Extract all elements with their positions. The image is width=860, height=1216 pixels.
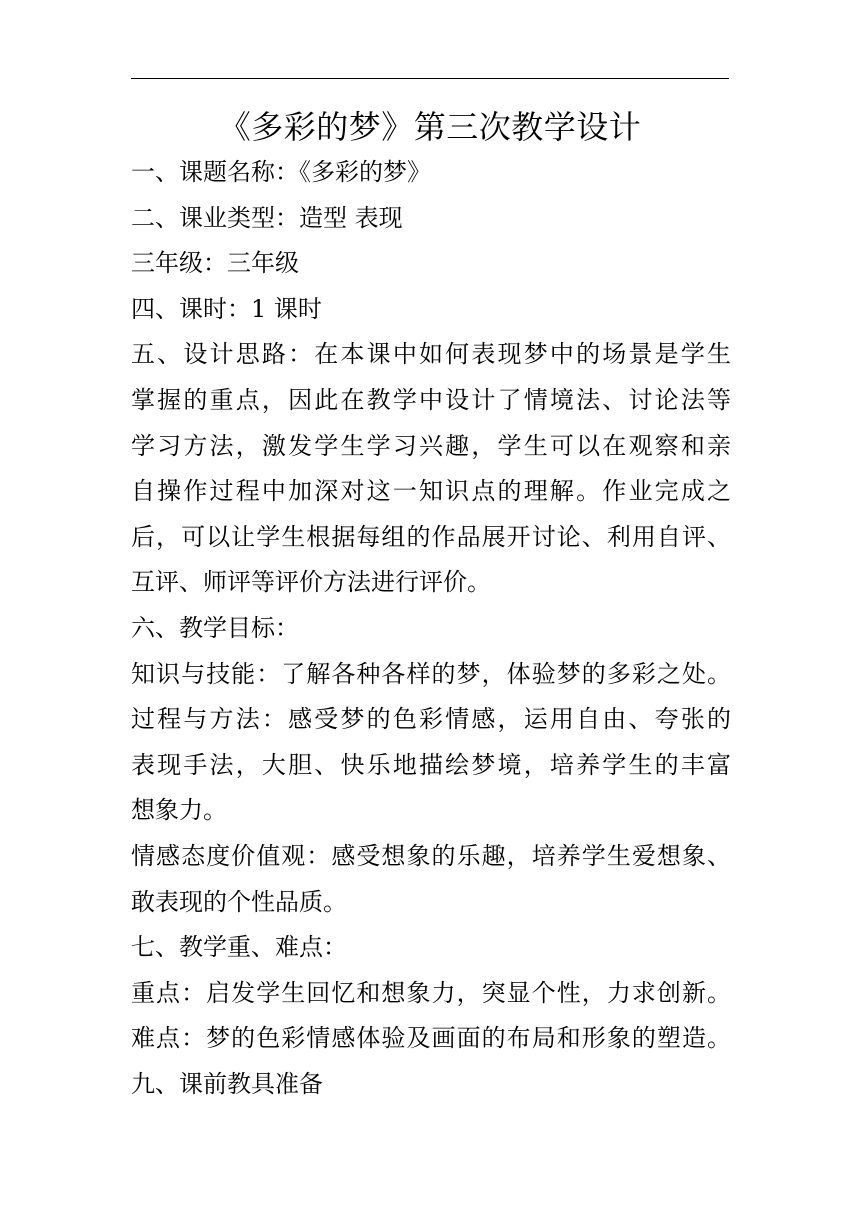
teaching-goals-heading: 六、教学目标： [131,613,299,642]
process-methods-line: 表现手法，大胆、快乐地描绘梦境，培养学生的丰富 [131,750,731,779]
grade-line: 三年级：三年级 [131,249,299,278]
emotion-values-line: 情感态度价值观：感受想象的乐趣，培养学生爱想象、 [131,841,731,870]
design-idea-line: 自操作过程中加深对这一知识点的理解。作业完成之 [131,477,731,506]
design-idea-line: 学习方法，激发学生学习兴趣，学生可以在观察和亲 [131,431,731,460]
document-body [131,150,731,1107]
design-idea-line: 后，可以让学生根据每组的作品展开讨论、利用自评、 [131,522,731,551]
teaching-aids-heading: 九、课前教具准备 [131,1069,323,1098]
design-idea-line: 互评、师评等评价方法进行评价。 [131,568,491,597]
process-methods-line: 想象力。 [131,796,227,825]
lesson-name-line: 一、课题名称：《多彩的梦》 [131,158,431,186]
course-type-line: 二、课业类型：造型 表现 [131,203,403,232]
header-rule [131,78,729,79]
difficulty-line: 难点：梦的色彩情感体验及画面的布局和形象的塑造。 [131,1024,731,1053]
key-difficulties-heading: 七、教学重、难点： [131,933,347,962]
process-methods-line: 过程与方法：感受梦的色彩情感，运用自由、夸张的 [131,705,731,734]
design-idea-line: 五、设计思路：在本课中如何表现梦中的场景是学生 [131,340,731,369]
class-hours-line: 四、课时：1 课时 [131,294,322,323]
document-title: 《多彩的梦》第三次教学设计 [218,108,642,146]
emotion-values-line: 敢表现的个性品质。 [131,887,347,916]
key-point-line: 重点：启发学生回忆和想象力，突显个性，力求创新。 [131,978,731,1007]
knowledge-skills-line: 知识与技能：了解各种各样的梦，体验梦的多彩之处。 [131,659,731,688]
design-idea-line: 掌握的重点，因此在教学中设计了情境法、讨论法等 [131,385,731,414]
